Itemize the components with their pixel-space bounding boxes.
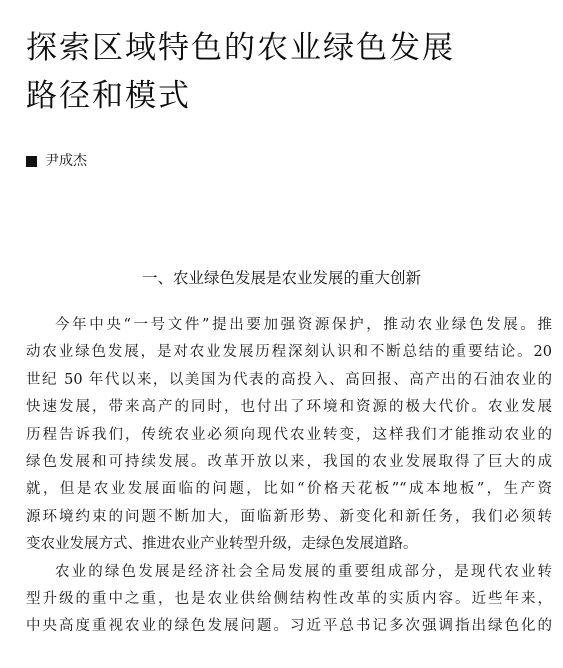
paragraph-line: 动农业绿色发展，是对农业发展历程深刻认识和不断总结的重要结论。20 xyxy=(26,344,552,361)
article-title-line-1: 探索区域特色的农业绿色发展 xyxy=(26,30,455,66)
paragraph-line: 农业的绿色发展是经济社会全局发展的重要组成部分，是现代农业转 xyxy=(55,563,552,580)
article-title-line-2: 路径和模式 xyxy=(26,78,191,114)
paragraph-1 xyxy=(26,312,552,559)
square-bullet-icon xyxy=(26,156,37,167)
paragraph-line: 型升级的重中之重，也是农业供给侧结构性改革的实质内容。近些年来， xyxy=(26,591,552,608)
paragraph-line: 变农业发展方式、推进农业产业转型升级，走绿色发展道路。 xyxy=(26,536,418,553)
author-name: 尹成杰 xyxy=(45,153,87,169)
paragraph-line: 世纪 50 年代以来，以美国为代表的高投入、高回报、高产出的石油农业的 xyxy=(26,371,552,388)
article-body xyxy=(26,312,552,641)
paragraph-line: 今年中央“一号文件”提出要加强资源保护，推动农业绿色发展。推 xyxy=(55,317,552,333)
section-heading: 一、农业绿色发展是农业发展的重大创新 xyxy=(141,269,421,287)
author-byline xyxy=(26,150,87,172)
paragraph-line: 源环境约束的问题不断加大，面临新形势、新变化和新任务，我们必须转 xyxy=(26,508,552,525)
paragraph-line: 中央高度重视农业的绿色发展问题。习近平总书记多次强调指出绿色化的 xyxy=(26,618,552,635)
paragraph-line: 历程告诉我们，传统农业必须向现代农业转变，这样我们才能推动农业的 xyxy=(26,426,552,443)
paragraph-line: 就，但是农业发展面临的问题，比如“价格天花板”“成本地板”，生产资 xyxy=(26,481,552,498)
paragraph-line: 绿色发展和可持续发展。改革开放以来，我国的农业发展取得了巨大的成 xyxy=(26,454,552,471)
paragraph-line: 快速发展，带来高产的同时，也付出了环境和资源的极大代价。农业发展 xyxy=(26,399,552,416)
paragraph-2 xyxy=(26,559,552,641)
article-title xyxy=(26,24,546,120)
